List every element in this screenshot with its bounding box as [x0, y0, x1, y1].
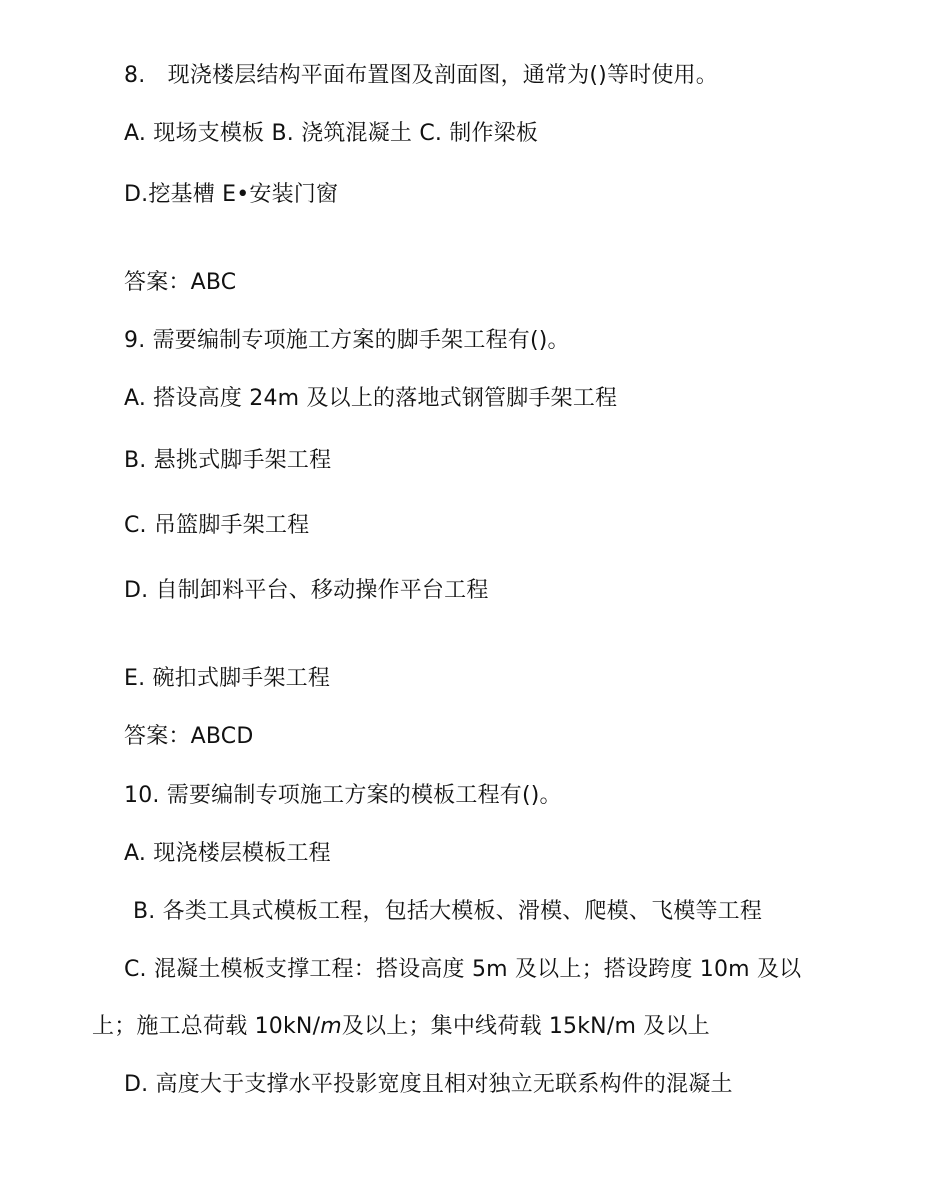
q10-option-c-line2-pre: 上；施工总荷载 10kN/	[92, 1014, 321, 1039]
q10-option-c-line2-post: 及以上；集中线荷载 15kN/m 及以上	[341, 1014, 710, 1039]
q8-stem: 8. 现浇楼层结构平面布置图及剖面图，通常为()等时使用。	[124, 63, 718, 88]
q9-option-e: E. 碗扣式脚手架工程	[124, 666, 331, 691]
q8-options-line1: A. 现场支模板 B. 浇筑混凝土 C. 制作梁板	[124, 121, 539, 146]
q10-option-b: B. 各类工具式模板工程，包括大模板、滑模、爬模、飞模等工程	[133, 899, 763, 924]
q10-stem: 10. 需要编制专项施工方案的模板工程有()。	[124, 783, 562, 808]
q9-option-a: A. 搭设高度 24m 及以上的落地式钢管脚手架工程	[124, 386, 618, 411]
q10-option-c-line2	[92, 1013, 710, 1041]
q10-option-d: D. 高度大于支撑水平投影宽度且相对独立无联系构件的混凝土	[124, 1072, 733, 1097]
q8-answer: 答案：ABC	[124, 270, 237, 295]
q8-options-line2: D.挖基槽 E•安装门窗	[124, 182, 339, 207]
q10-option-c-line1: C. 混凝土模板支撑工程：搭设高度 5m 及以上；搭设跨度 10m 及以	[124, 957, 802, 982]
q9-stem: 9. 需要编制专项施工方案的脚手架工程有()。	[124, 328, 570, 353]
q9-option-d: D. 自制卸料平台、移动操作平台工程	[124, 578, 489, 603]
q9-option-b: B. 悬挑式脚手架工程	[124, 448, 332, 473]
q9-option-c: C. 吊篮脚手架工程	[124, 513, 310, 538]
q10-option-c-line2-unit: m	[320, 1014, 342, 1039]
q10-option-a: A. 现浇楼层模板工程	[124, 841, 331, 866]
q9-answer: 答案：ABCD	[124, 724, 254, 749]
